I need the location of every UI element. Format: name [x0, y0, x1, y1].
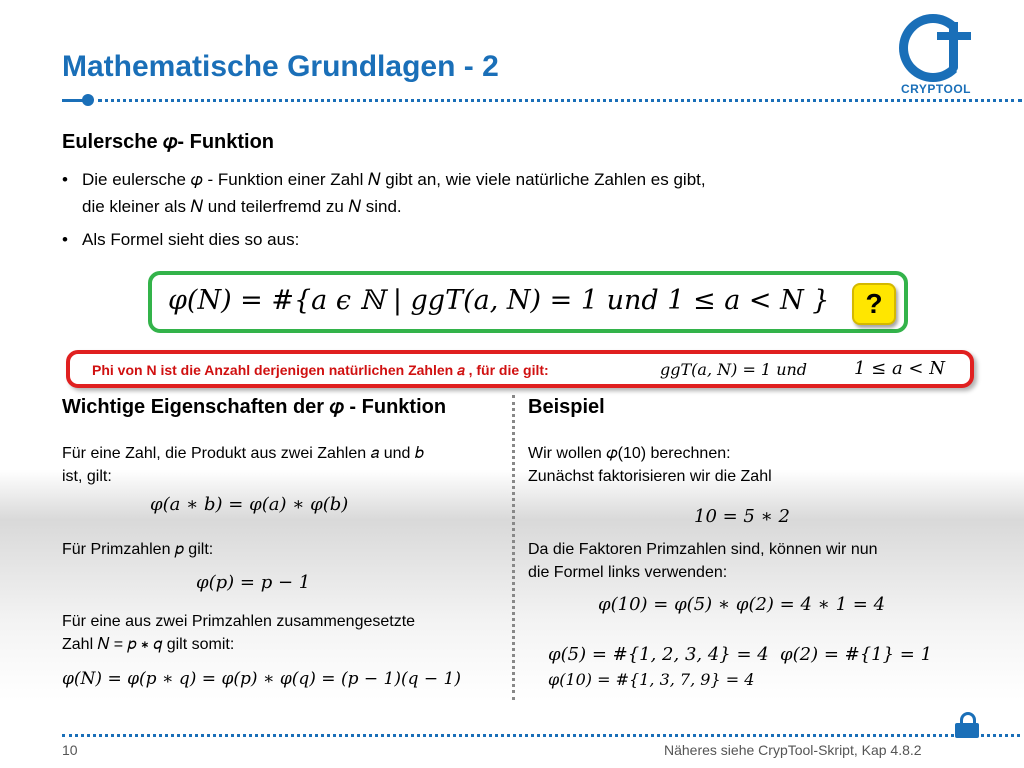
text-product-1: Für eine Zahl, die Produkt aus zwei Zahlen 𝑎 und 𝑏 — [62, 445, 424, 462]
text-example-2: Zunächst faktorisieren wir die Zahl — [528, 468, 772, 485]
bullet-definition: • Die eulersche 𝜑 - Funktion einer Zahl 𝑁 gibt an, wie viele natürliche Zahlen es gibt, — [62, 170, 706, 189]
formula-box — [148, 271, 908, 333]
heading-example: Beispiel — [528, 396, 605, 418]
question-button[interactable]: ? — [852, 283, 896, 325]
key-icon — [62, 99, 84, 102]
footer-rule — [62, 734, 1020, 737]
cryptool-logo — [893, 10, 979, 98]
page-number: 10 — [62, 742, 78, 758]
formula-phi10-set: 𝜑(10) = #{1, 3, 7, 9} = 4 — [548, 670, 755, 689]
text-prime: Für Primzahlen 𝑝 gilt: — [62, 541, 214, 558]
phi-explanation-formula-1: 𝑔𝑔𝑇(𝑎, 𝑁) = 1 𝑢𝑛𝑑 — [660, 360, 808, 379]
bullet-definition-cont: die kleiner als 𝑁 und teilerfremd zu 𝑁 sind. — [82, 197, 402, 216]
text-composite-2: Zahl 𝑁 = 𝑝 ∗ 𝑞 gilt somit: — [62, 636, 235, 653]
title-rule — [62, 94, 1022, 108]
formula-composite: 𝜑(𝑁) = 𝜑(𝑝 ∗ 𝑞) = 𝜑(𝑝) ∗ 𝜑(𝑞) = (𝑝 − 1)(𝑞 − 1) — [62, 669, 461, 689]
formula-prime: 𝜑(𝑝) = 𝑝 − 1 — [196, 572, 311, 593]
formula-phi2: 𝜑(2) = #{1} = 1 — [780, 644, 933, 665]
phi-explanation-formula-2: 1 ≤ 𝑎 < 𝑁 — [854, 358, 945, 379]
heading-properties: Wichtige Eigenschaften der 𝜑 - Funktion — [62, 396, 447, 418]
phi-explanation-box — [66, 350, 974, 388]
text-composite-1: Für eine aus zwei Primzahlen zusammengesetzte — [62, 613, 416, 630]
formula-factorization: 10 = 5 ∗ 2 — [694, 506, 791, 527]
formula-phi5: 𝜑(5) = #{1, 2, 3, 4} = 4 — [548, 644, 769, 665]
section-heading-euler: Eulersche 𝜑- Funktion — [62, 131, 275, 153]
phi-explanation-text: Phi von N ist die Anzahl derjenigen natürlichen Zahlen 𝑎 , für die gilt: — [92, 362, 549, 378]
text-example-1: Wir wollen 𝜑(10) berechnen: — [528, 445, 731, 462]
column-divider — [512, 395, 515, 700]
text-product-2: ist, gilt: — [62, 468, 112, 485]
page-title: Mathematische Grundlagen - 2 — [62, 50, 499, 83]
bullet-formula-intro: • Als Formel sieht dies so aus: — [62, 230, 300, 249]
logo-label: CRYPTOOL — [900, 82, 971, 96]
footer-reference: Näheres siehe CrypTool-Skript, Kap 4.8.2 — [664, 742, 922, 758]
phi-formula: 𝜑(𝑁) = #{𝑎 𝜖 ℕ | 𝑔𝑔𝑇(𝑎, 𝑁) = 1 𝑢𝑛𝑑 1 ≤ 𝑎 < 𝑁 } — [168, 285, 830, 316]
text-example-3: Da die Faktoren Primzahlen sind, können wir nun — [528, 541, 878, 558]
text-example-4: die Formel links verwenden: — [528, 564, 728, 581]
formula-phi10: 𝜑(10) = 𝜑(5) ∗ 𝜑(2) = 4 ∗ 1 = 4 — [598, 594, 886, 615]
lock-icon — [955, 712, 979, 738]
formula-product: 𝜑(𝑎 ∗ 𝑏) = 𝜑(𝑎) ∗ 𝜑(𝑏) — [150, 494, 349, 515]
